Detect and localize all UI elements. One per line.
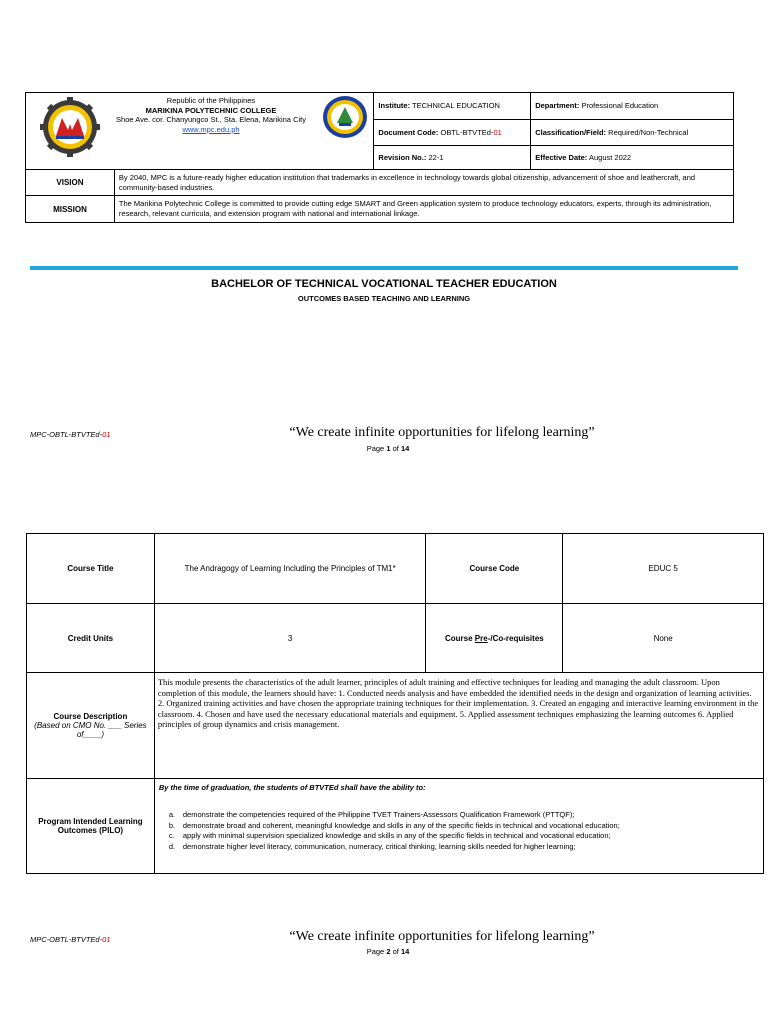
course-description-text: This module presents the characteristics of the adult learner, principles of adult training and effective techniques for leading and managing the adult classroom. Upon completion of this module, the learners should have: 1. Conducted needs analysis and have embedded the identified needs in the design and organization of learning activities. 2. Organized training activities and have chosen the appropriate training techniques for their implementation. 3. Created an engaging and interactive learning environment in the classroom. 4. Chosen and have used the necessary educational materials and equipment. 5. Applied assessment techniques emphasizing the learning outcomes 6. Applied principles of group dynamics and crisis management.	[154, 673, 763, 779]
list-item: a. demonstrate the competencies required of the Philippine TVET Trainers-Assessors Qualification Framework (PTTQF);	[168, 810, 575, 819]
college-website-link[interactable]: www.mpc.edu.ph	[182, 124, 240, 134]
course-code-value: EDUC 5	[563, 534, 764, 604]
footer-page-number: Page 1 of 14	[366, 444, 410, 453]
footer-motto-page2: “We create infinite opportunities for lifelong learning”	[289, 929, 595, 944]
classification-value: Required/Non-Technical	[608, 128, 689, 138]
pilo-intro: By the time of graduation, the students of BTVTEd shall have the ability to:	[158, 783, 426, 792]
footer-page-number-page2: Page 2 of 14	[366, 947, 410, 956]
republic-text: Republic of the Philippines	[166, 96, 256, 105]
course-title-label: Course Title	[27, 534, 155, 604]
document-code-cell: Document Code: OBTL-BTVTEd-01	[374, 119, 531, 146]
department-cell: Department: Professional Education	[531, 93, 734, 120]
vision-text: By 2040, MPC is a future-ready higher education institution that trademarks in excellence in technology towards global citizenship, advancement of shoe and leathercraft, and community-based industries.	[114, 170, 733, 196]
document-code-value: OBTL-BTVTEd-	[440, 128, 494, 138]
program-subtitle: OUTCOMES BASED TEACHING AND LEARNING	[297, 294, 471, 303]
course-description-label-cell	[27, 673, 155, 779]
footer-document-code-page2: MPC-OBTL-BTVTEd-01	[30, 935, 111, 944]
vision-label: VISION	[26, 170, 115, 196]
prerequisites-value: None	[563, 604, 764, 673]
institute-value: TECHNICAL EDUCATION	[412, 101, 500, 111]
course-info-table	[26, 533, 764, 874]
college-gear-logo	[38, 96, 102, 158]
mission-label: MISSION	[26, 196, 115, 223]
college-text-block	[106, 96, 316, 134]
classification-cell: Classification/Field: Required/Non-Technical	[531, 119, 734, 146]
course-description-label: Course Description	[53, 712, 128, 721]
revision-value: 22-1	[428, 153, 444, 163]
footer-document-code: MPC-OBTL-BTVTEd-01	[30, 430, 111, 439]
effective-date-cell: Effective Date: August 2022	[531, 146, 734, 170]
department-value: Professional Education	[581, 101, 659, 111]
credit-units-label: Credit Units	[27, 604, 155, 673]
credit-units-value: 3	[154, 604, 426, 673]
mission-text: The Marikina Polytechnic College is committed to provide cutting edge SMART and Green application system to produce technology educators, experts, through its administration, research, relevant curricula, and extension program with national and international linkage.	[114, 196, 733, 223]
blue-divider-rule	[30, 266, 738, 270]
list-item: b. demonstrate broad and coherent, meaningful knowledge and skills in any of the specific fields in technical and vocational education;	[168, 820, 620, 830]
pilo-list	[155, 810, 763, 852]
institute-cell: Institute: TECHNICAL EDUCATION	[374, 93, 531, 120]
footer-motto: “We create infinite opportunities for lifelong learning”	[289, 425, 595, 440]
prerequisites-label: Course Pre-/Co-requisites	[426, 604, 563, 673]
effective-date-value: August 2022	[588, 153, 632, 163]
college-address: Shoe Ave. cor. Chanyungco St., Sta. Elena, Marikina City	[116, 115, 306, 124]
pilo-label: Program Intended Learning Outcomes (PILO)	[27, 779, 155, 874]
list-item: c. apply with minimal supervision specialized knowledge and skills in any of the specific fields in technical and vocational education;	[168, 831, 611, 840]
course-code-label: Course Code	[426, 534, 563, 604]
college-name: MARIKINA POLYTECHNIC COLLEGE	[145, 105, 277, 115]
course-description-note: (Based on CMO No. ___ Series of____)	[34, 721, 147, 739]
program-title: BACHELOR OF TECHNICAL VOCATIONAL TEACHER EDUCATION	[211, 278, 557, 290]
list-item: d. demonstrate higher level literacy, communication, numeracy, critical thinking, learning skills needed for higher learning;	[168, 841, 576, 851]
pilo-content	[154, 779, 763, 874]
course-title-value: The Andragogy of Learning Including the Principles of TM1*	[154, 534, 426, 604]
document-header-table	[25, 92, 734, 223]
college-info-cell	[26, 93, 374, 170]
revision-cell: Revision No.: 22-1	[374, 146, 531, 170]
program-seal-logo	[322, 95, 368, 139]
